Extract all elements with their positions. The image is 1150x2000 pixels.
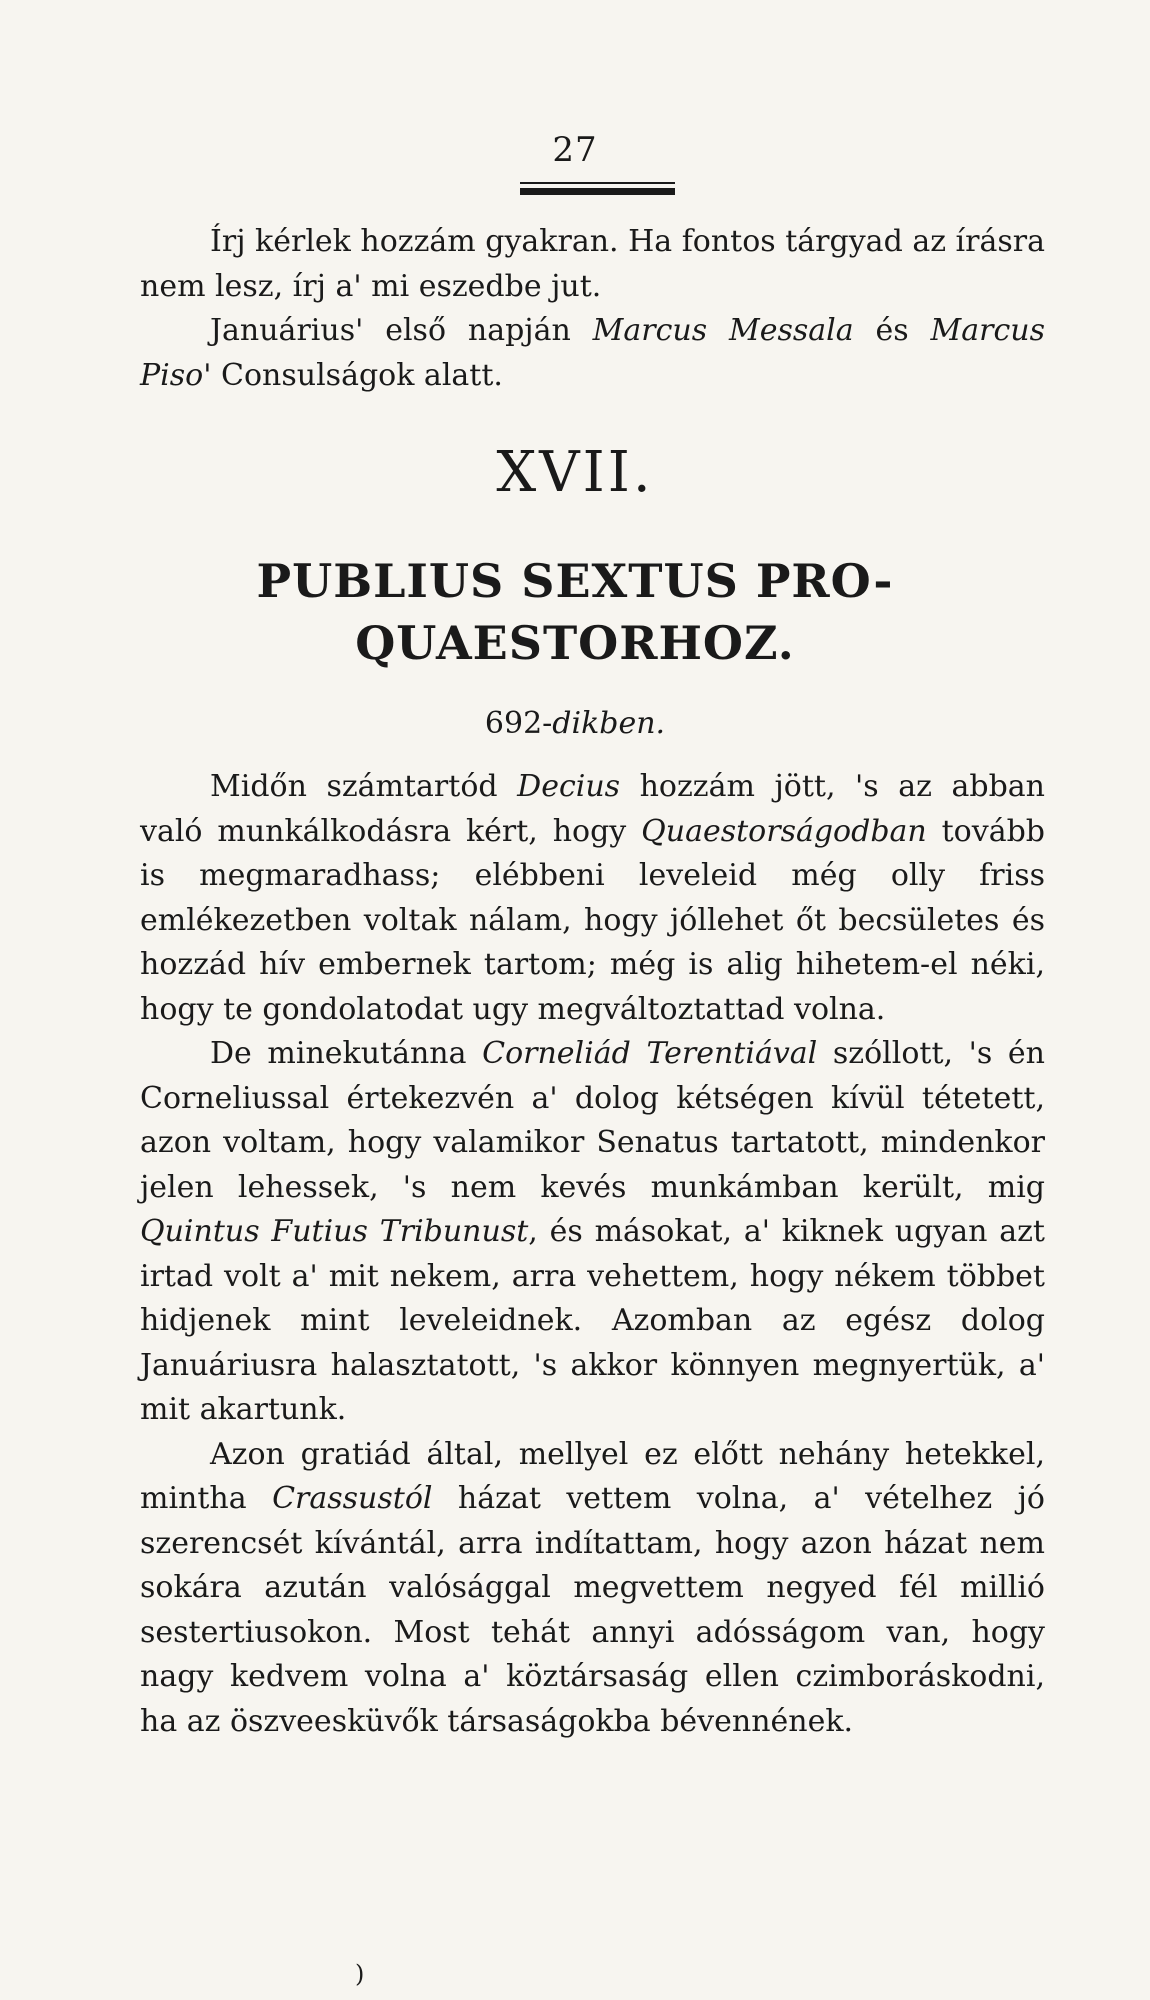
body-paragraph-2: [140, 1032, 1045, 1433]
body-paragraph-1: [140, 765, 1045, 1032]
heading-line-1: PUBLIUS SEXTUS PRO-: [256, 554, 894, 608]
consul-name-2: Marcus Piso': [140, 313, 1045, 393]
letter-body: [140, 765, 1045, 1744]
consul-name-1: Marcus Messala: [592, 313, 854, 348]
p1-text-a: Midőn számtartód: [210, 769, 518, 804]
p2-text-c: , és másokat, a' kiknek ugyan azt irtad volt a' mit nekem, arra vehettem, hogy nékem többet hidjenek mint leveleidnek. Azomban az egész dolog Januáriusra halasztatott, 's akkor könnyen megnyertük, a' mit akartunk.: [140, 1214, 1045, 1427]
p2-name-quintus: Quintus Futius Tribunust: [140, 1214, 529, 1249]
closing-paragraph: Írj kérlek hozzám gyakran. Ha fontos tárgyad az írásra nem lesz, írj a' mi eszedbe jut.: [140, 224, 1045, 304]
p1-text-c: tovább is megmaradhass; elébbeni leveleid még olly friss emlékezetben voltak nálam, hogy jóllehet őt becsületes és hozzád hív embernek tartom; még is alig hihetem-el néki, hogy te gondolatodat ugy megváltoztattad volna.: [140, 813, 1045, 1027]
date-closing-text-2: és: [853, 313, 931, 348]
letter-dateline: [0, 706, 1150, 741]
header-rule-thick: [520, 188, 675, 195]
heading-line-2: QUAESTORHOZ.: [355, 616, 795, 670]
stray-print-mark: ): [355, 1960, 365, 1988]
date-closing-paragraph: [140, 309, 1045, 398]
dateline-suffix: dikben.: [552, 706, 666, 741]
p2-name-cornelia: Corneliád Terentiával: [482, 1036, 818, 1071]
p2-text-a: De minekutánna: [210, 1036, 483, 1071]
letter-heading: [0, 550, 1150, 674]
p1-text-b: hozzám jött, 's az abban való munkálkodásra kért, hogy: [140, 769, 1045, 849]
previous-letter-ending: [140, 220, 1045, 398]
letter-number: XVII.: [496, 440, 654, 505]
header-rule-thin: [520, 182, 675, 184]
date-closing-text-1: Januárius' első napján: [210, 313, 593, 348]
body-paragraph-3: [140, 1433, 1045, 1745]
p1-name-decius: Decius: [517, 769, 621, 804]
page-number: 27: [552, 130, 598, 170]
p3-text-b: házat vettem volna, a' vételhez jó szerencsét kívántál, arra indítattam, hogy azon házat nem sokára azután valósággal megvettem negyed fél millió sestertiusokon. Most tehát annyi adósságom van, hogy nagy kedvem volna a' köztársaság ellen czimboráskodni, ha az öszveesküvők társaságokba bévennének.: [140, 1481, 1045, 1739]
p2-text-b: szóllott, 's én Corneliussal értekezvén a' dolog kétségen kívül tétetett, azon voltam, hogy valamikor Senatus tartatott, mindenkor jelen lehessek, 's nem kevés munkámban került, mig: [140, 1036, 1045, 1205]
dateline-year: 692-: [484, 706, 553, 741]
date-closing-text-3: Consulságok alatt.: [211, 357, 503, 393]
p3-text-a: Azon gratiád által, mellyel ez előtt nehány hetekkel, mintha: [140, 1436, 1045, 1516]
p1-quaestorsag: Quaestorságodban: [641, 813, 927, 849]
p3-name-crassus: Crassustól: [272, 1481, 433, 1516]
